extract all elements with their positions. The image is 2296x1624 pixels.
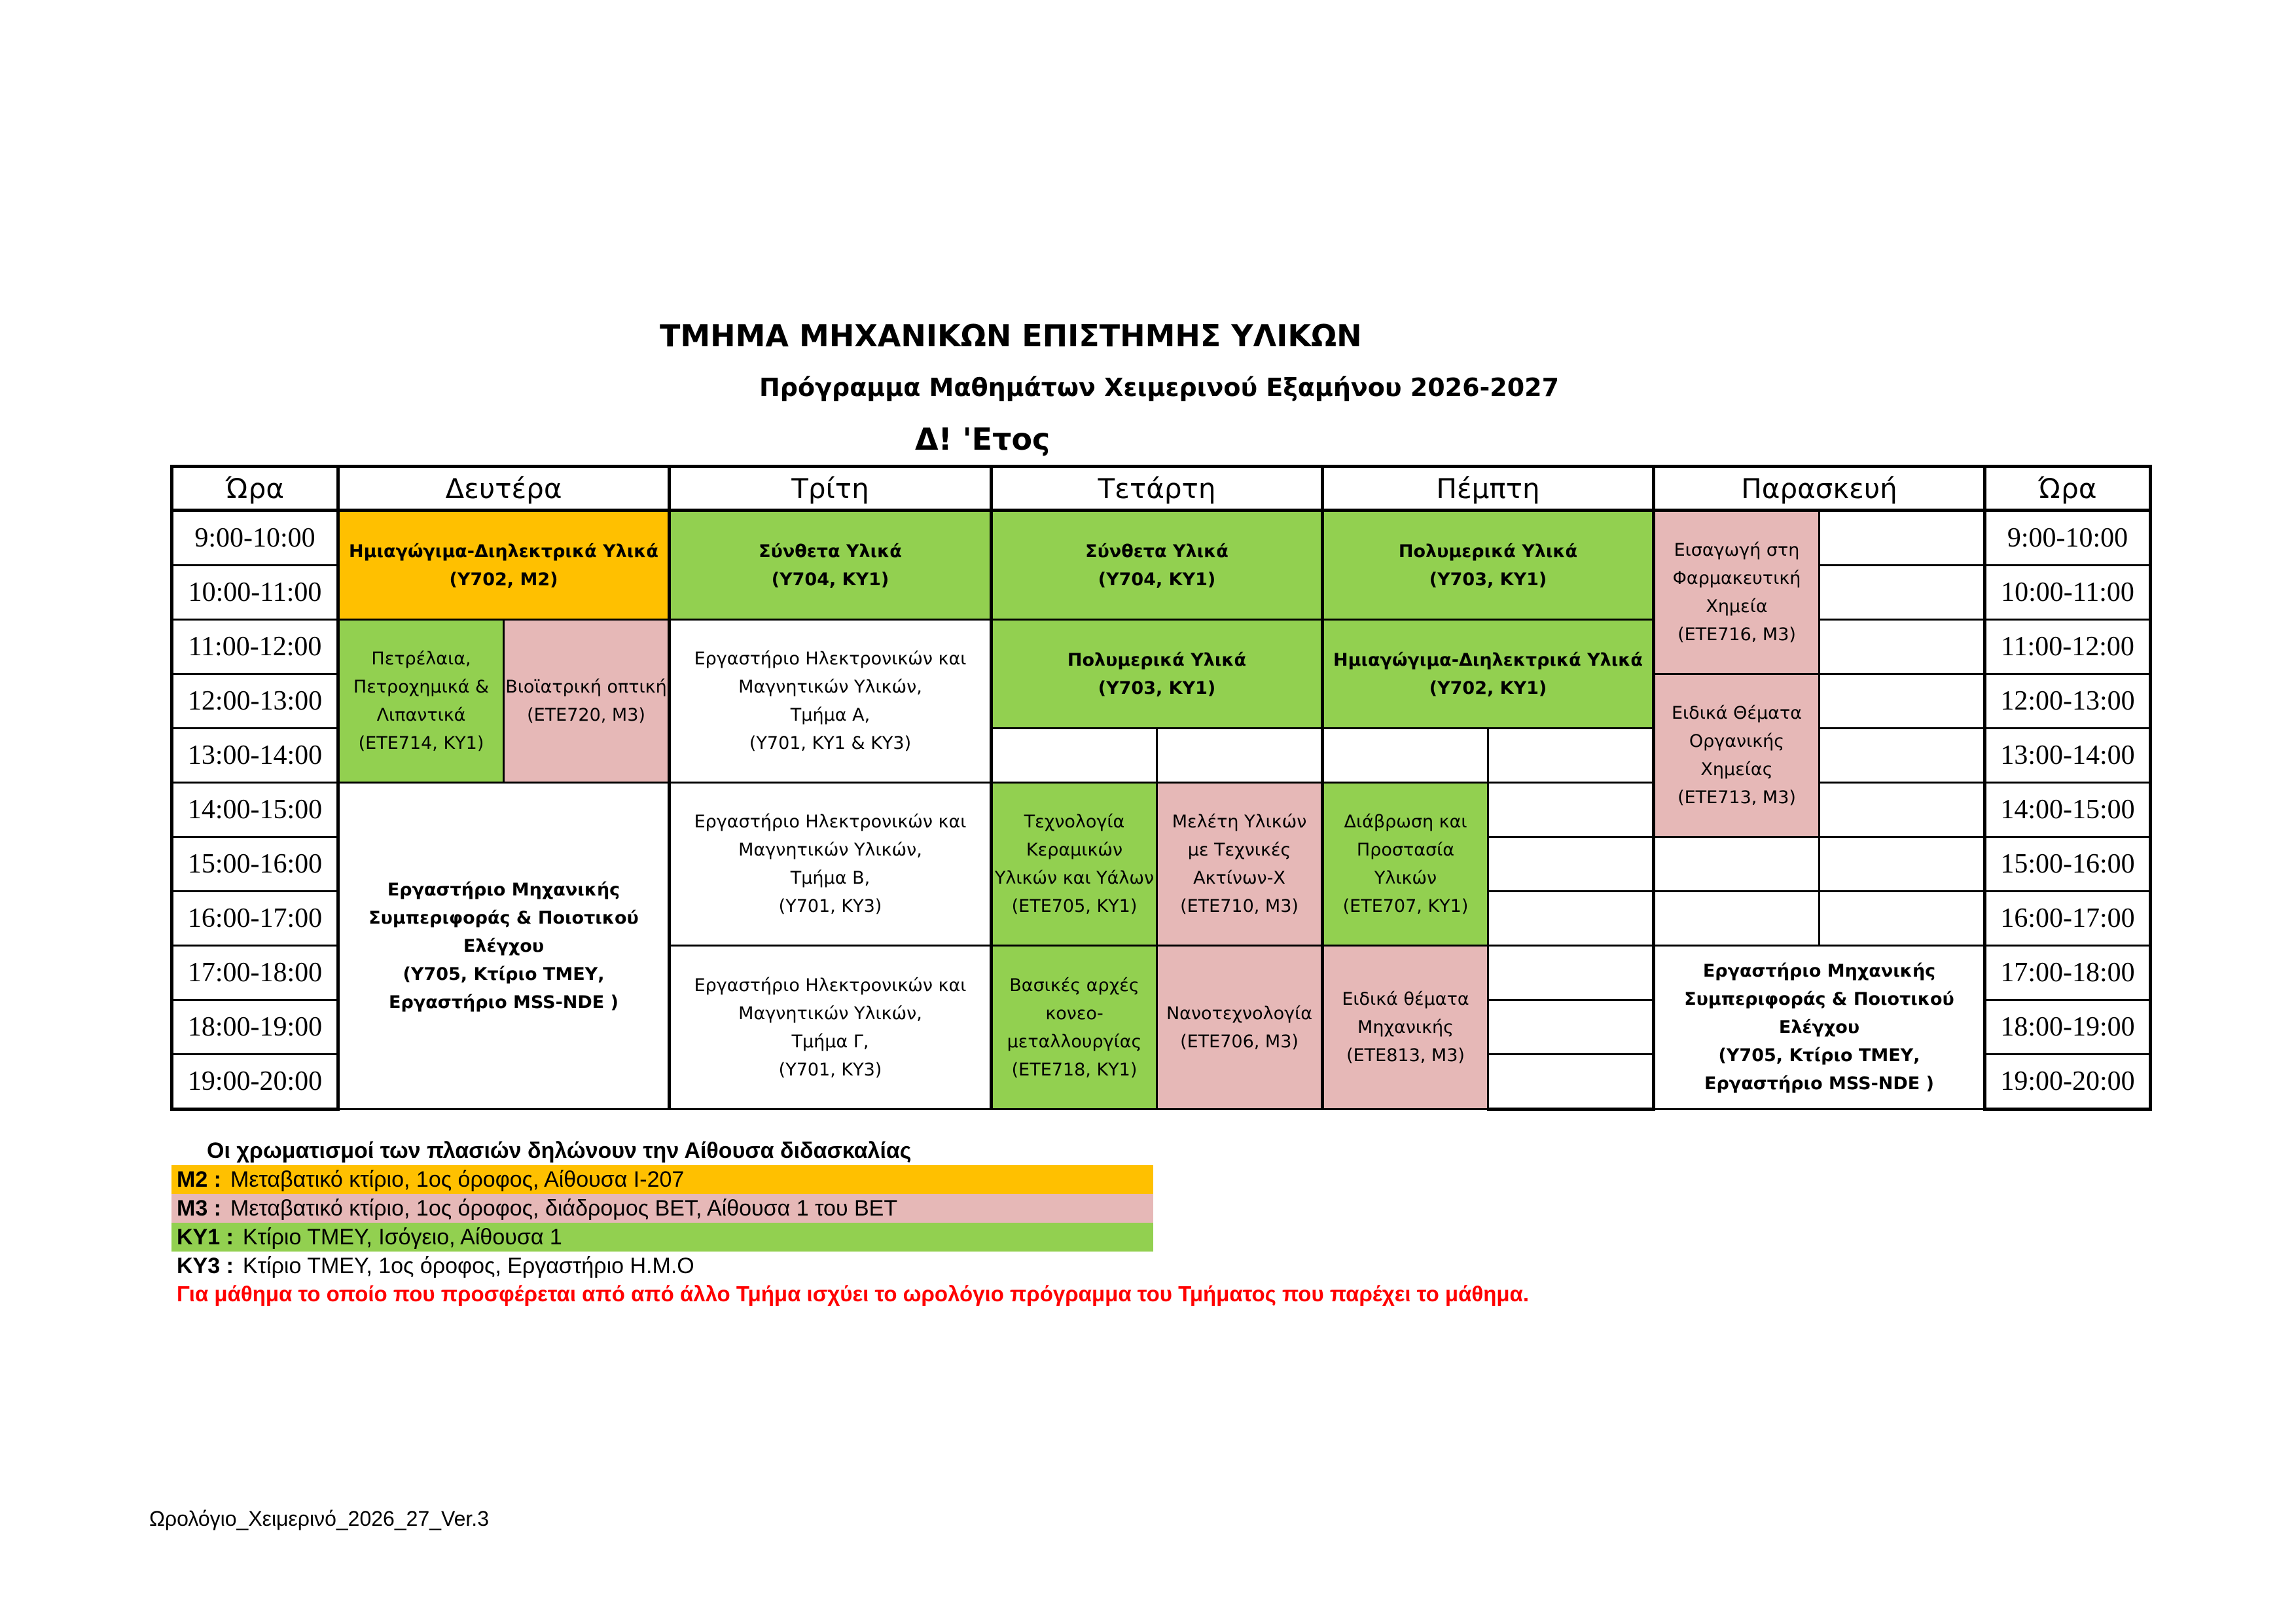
- empty-cell: [1488, 837, 1654, 892]
- legend-code: ΚΥ1 :: [177, 1225, 234, 1250]
- legend-code: Μ3 :: [177, 1196, 221, 1221]
- department-title: ΤΜΗΜΑ ΜΗΧΑΝΙΚΩΝ ΕΠΙΣΤΗΜΗΣ ΥΛΙΚΩΝ: [660, 318, 1362, 353]
- course-mon-3: Βιοϊατρική οπτική (ΕΤΕ720, Μ3): [504, 620, 670, 783]
- header-tuesday: Τρίτη: [670, 467, 992, 511]
- empty-cell: [1654, 892, 1820, 946]
- time-label: 10:00-11:00: [1985, 566, 2151, 620]
- legend-text: Μεταβατικό κτίριο, 1ος όροφος, διάδρομος ΒΕΤ, Αίθουσα 1 του ΒΕΤ: [230, 1196, 898, 1221]
- empty-cell: [1488, 1055, 1654, 1110]
- header-hour-left: Ώρα: [172, 467, 338, 511]
- empty-cell: [1323, 729, 1488, 783]
- course-tue-1: Σύνθετα Υλικά (Υ704, ΚΥ1): [670, 511, 992, 620]
- course-wed-5: Βασικές αρχές κονεο- μεταλλουργίας (ΕΤΕ718, ΚΥ1): [992, 946, 1157, 1110]
- course-thu-4: Ειδικά θέματα Μηχανικής (ΕΤΕ813, Μ3): [1323, 946, 1488, 1110]
- header-thursday: Πέμπτη: [1323, 467, 1654, 511]
- timetable: [170, 465, 2152, 1111]
- empty-cell: [1820, 511, 1985, 566]
- course-fri-1: Εισαγωγή στη Φαρμακευτική Χημεία (ΕΤΕ716, Μ3): [1654, 511, 1820, 674]
- time-label: 12:00-13:00: [172, 674, 338, 729]
- legend-code: ΚΥ3 :: [177, 1254, 234, 1278]
- empty-cell: [1654, 837, 1820, 892]
- header-friday: Παρασκευή: [1654, 467, 1985, 511]
- time-label: 15:00-16:00: [1985, 837, 2151, 892]
- course-thu-1: Πολυμερικά Υλικά (Υ703, ΚΥ1): [1323, 511, 1654, 620]
- time-label: 9:00-10:00: [1985, 511, 2151, 566]
- header-hour-right: Ώρα: [1985, 467, 2151, 511]
- course-wed-4: Μελέτη Υλικών με Τεχνικές Ακτίνων-Χ (ΕΤΕ710, Μ3): [1157, 783, 1323, 946]
- legend-code: Μ2 :: [177, 1167, 221, 1192]
- time-label: 19:00-20:00: [172, 1055, 338, 1110]
- time-label: 17:00-18:00: [1985, 946, 2151, 1000]
- time-label: 17:00-18:00: [172, 946, 338, 1000]
- time-label: 19:00-20:00: [1985, 1055, 2151, 1110]
- time-label: 10:00-11:00: [172, 566, 338, 620]
- course-wed-1: Σύνθετα Υλικά (Υ704, ΚΥ1): [992, 511, 1323, 620]
- empty-cell: [1820, 566, 1985, 620]
- empty-cell: [1488, 1000, 1654, 1055]
- course-fri-2: Ειδικά Θέματα Οργανικής Χημείας (ΕΤΕ713, Μ3): [1654, 674, 1820, 837]
- empty-cell: [1820, 783, 1985, 837]
- time-label: 11:00-12:00: [172, 620, 338, 674]
- empty-cell: [1820, 674, 1985, 729]
- time-label: 9:00-10:00: [172, 511, 338, 566]
- time-label: 14:00-15:00: [172, 783, 338, 837]
- legend-row-m3: [171, 1194, 1153, 1223]
- time-label: 12:00-13:00: [1985, 674, 2151, 729]
- legend-text: Μεταβατικό κτίριο, 1ος όροφος, Αίθουσα Ι-207: [230, 1167, 685, 1192]
- legend-text: Κτίριο ΤΜΕΥ, 1ος όροφος, Εργαστήριο Η.Μ.Ο: [242, 1254, 694, 1278]
- department-note: Για μάθημα το οποίο που προσφέρεται από από άλλο Τμήμα ισχύει το ωρολόγιο πρόγραμμα του Τμήματος που παρέχει το μάθημα.: [177, 1282, 1530, 1306]
- empty-cell: [1488, 729, 1654, 783]
- course-wed-3: Τεχνολογία Κεραμικών Υλικών και Υάλων (ΕΤΕ705, ΚΥ1): [992, 783, 1157, 946]
- year-title: Δ! 'Ετος: [915, 422, 1050, 457]
- legend-text: Κτίριο ΤΜΕΥ, Ισόγειο, Αίθουσα 1: [242, 1225, 562, 1250]
- course-mon-2: Πετρέλαια, Πετροχημικά & Λιπαντικά (ΕΤΕ714, ΚΥ1): [338, 620, 504, 783]
- time-label: 11:00-12:00: [1985, 620, 2151, 674]
- legend-row-ky3: [171, 1252, 1153, 1280]
- course-tue-2: Εργαστήριο Ηλεκτρονικών και Μαγνητικών Υλικών, Τμήμα Α, (Υ701, ΚΥ1 & ΚΥ3): [670, 620, 992, 783]
- time-label: 16:00-17:00: [1985, 892, 2151, 946]
- course-thu-3: Διάβρωση και Προστασία Υλικών (ΕΤΕ707, ΚΥ1): [1323, 783, 1488, 946]
- time-label: 18:00-19:00: [172, 1000, 338, 1055]
- legend-heading: Οι χρωματισμοί των πλασιών δηλώνουν την Αίθουσα διδασκαλίας: [207, 1138, 912, 1163]
- course-thu-2: Ημιαγώγιμα-Διηλεκτρικά Υλικά (Υ702, ΚΥ1): [1323, 620, 1654, 729]
- course-mon-4: Εργαστήριο Μηχανικής Συμπεριφοράς & Ποιοτικού Ελέγχου (Υ705, Κτίριο ΤΜΕΥ, Εργαστήριο MSS-NDE ): [338, 783, 670, 1110]
- empty-cell: [1488, 946, 1654, 1000]
- course-tue-3: Εργαστήριο Ηλεκτρονικών και Μαγνητικών Υλικών, Τμήμα Β, (Υ701, ΚΥ3): [670, 783, 992, 946]
- legend-row-m2: [171, 1165, 1153, 1194]
- time-label: 15:00-16:00: [172, 837, 338, 892]
- empty-cell: [1488, 892, 1654, 946]
- empty-cell: [1488, 783, 1654, 837]
- time-label: 16:00-17:00: [172, 892, 338, 946]
- course-fri-3: Εργαστήριο Μηχανικής Συμπεριφοράς & Ποιοτικού Ελέγχου (Υ705, Κτίριο ΤΜΕΥ, Εργαστήριο MSS-NDE ): [1654, 946, 1985, 1110]
- empty-cell: [1820, 729, 1985, 783]
- file-version-footer: Ωρολόγιο_Χειμερινό_2026_27_Ver.3: [149, 1507, 489, 1530]
- empty-cell: [1820, 837, 1985, 892]
- empty-cell: [1820, 620, 1985, 674]
- empty-cell: [1820, 892, 1985, 946]
- time-label: 14:00-15:00: [1985, 783, 2151, 837]
- course-wed-6: Νανοτεχνολογία (ΕΤΕ706, Μ3): [1157, 946, 1323, 1110]
- program-title: Πρόγραμμα Μαθημάτων Χειμερινού Εξαμήνου 2026-2027: [759, 373, 1560, 402]
- legend-row-ky1: [171, 1223, 1153, 1252]
- time-label: 13:00-14:00: [172, 729, 338, 783]
- time-label: 18:00-19:00: [1985, 1000, 2151, 1055]
- time-label: 13:00-14:00: [1985, 729, 2151, 783]
- empty-cell: [1157, 729, 1323, 783]
- room-legend: [171, 1136, 1153, 1280]
- empty-cell: [992, 729, 1157, 783]
- header-monday: Δευτέρα: [338, 467, 670, 511]
- course-wed-2: Πολυμερικά Υλικά (Υ703, ΚΥ1): [992, 620, 1323, 729]
- header-wednesday: Τετάρτη: [992, 467, 1323, 511]
- course-tue-4: Εργαστήριο Ηλεκτρονικών και Μαγνητικών Υλικών, Τμήμα Γ, (Υ701, ΚΥ3): [670, 946, 992, 1110]
- course-mon-1: Ημιαγώγιμα-Διηλεκτρικά Υλικά (Υ702, Μ2): [338, 511, 670, 620]
